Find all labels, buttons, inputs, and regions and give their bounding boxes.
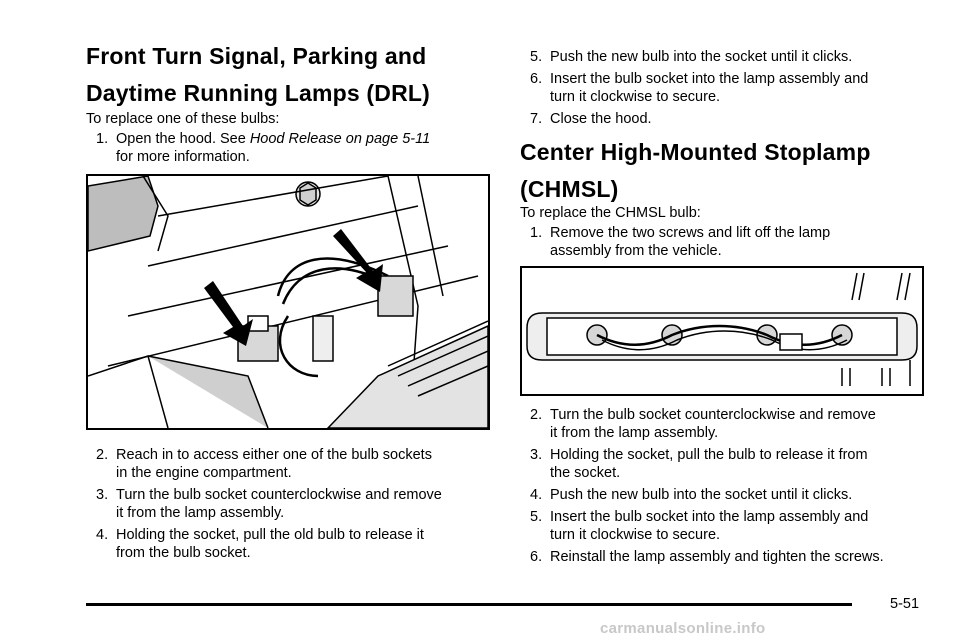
step-item: 4. Holding the socket, pull the old bulb to release it from the bulb socket. [96,527,424,561]
heading-line: Center High-Mounted Stoplamp [520,139,871,165]
front-lamp-illustration [86,174,490,430]
section-heading-front-turn-signal [86,38,430,112]
step-item: 3. Turn the bulb socket counterclockwise and remove it from the lamp assembly. [96,487,442,521]
step-list-part1 [86,130,490,170]
watermark: carmanualsonline.info [600,620,766,637]
page-number: 5-51 [890,596,920,612]
footer-rule [86,603,852,606]
chmsl-illustration [520,266,924,396]
step-item: 6. Reinstall the lamp assembly and tighten the screws. [530,549,884,565]
cross-reference-link[interactable]: Hood Release on page 5-11 [249,131,431,147]
step-item: 7. Close the hood. [530,111,652,127]
section-heading-chmsl [520,134,871,208]
step-item: 1. Open the hood. See Hood Release on page 5-11 for more information. [96,131,431,165]
heading-line: Daytime Running Lamps (DRL) [86,80,431,106]
step-item: 5. Insert the bulb socket into the lamp assembly and turn it clockwise to secure. [530,509,869,543]
step-list-continued [520,48,924,132]
intro-text: To replace one of these bulbs: [86,111,280,127]
step-item: 5. Push the new bulb into the socket until it clicks. [530,49,853,65]
step-item: 6. Insert the bulb socket into the lamp assembly and turn it clockwise to secure. [530,71,869,105]
chmsl-lamp-drawing [522,268,922,394]
step-list-part2 [86,446,490,566]
engine-compartment-drawing [88,176,488,428]
step-item: 2. Turn the bulb socket counterclockwise and remove it from the lamp assembly. [530,407,876,441]
step-item: 3. Holding the socket, pull the bulb to release it from the socket. [530,447,868,481]
step-item: 1. Remove the two screws and lift off the lamp assembly from the vehicle. [530,225,831,259]
heading-line: (CHMSL) [520,176,619,202]
step-item: 4. Push the new bulb into the socket until it clicks. [530,487,853,503]
step-item: 2. Reach in to access either one of the bulb sockets in the engine compartment. [96,447,432,481]
heading-line: Front Turn Signal, Parking and [86,43,427,69]
chmsl-step-list-part1 [520,224,924,264]
chmsl-step-list-part2 [520,406,924,570]
intro-text: To replace the CHMSL bulb: [520,205,701,221]
